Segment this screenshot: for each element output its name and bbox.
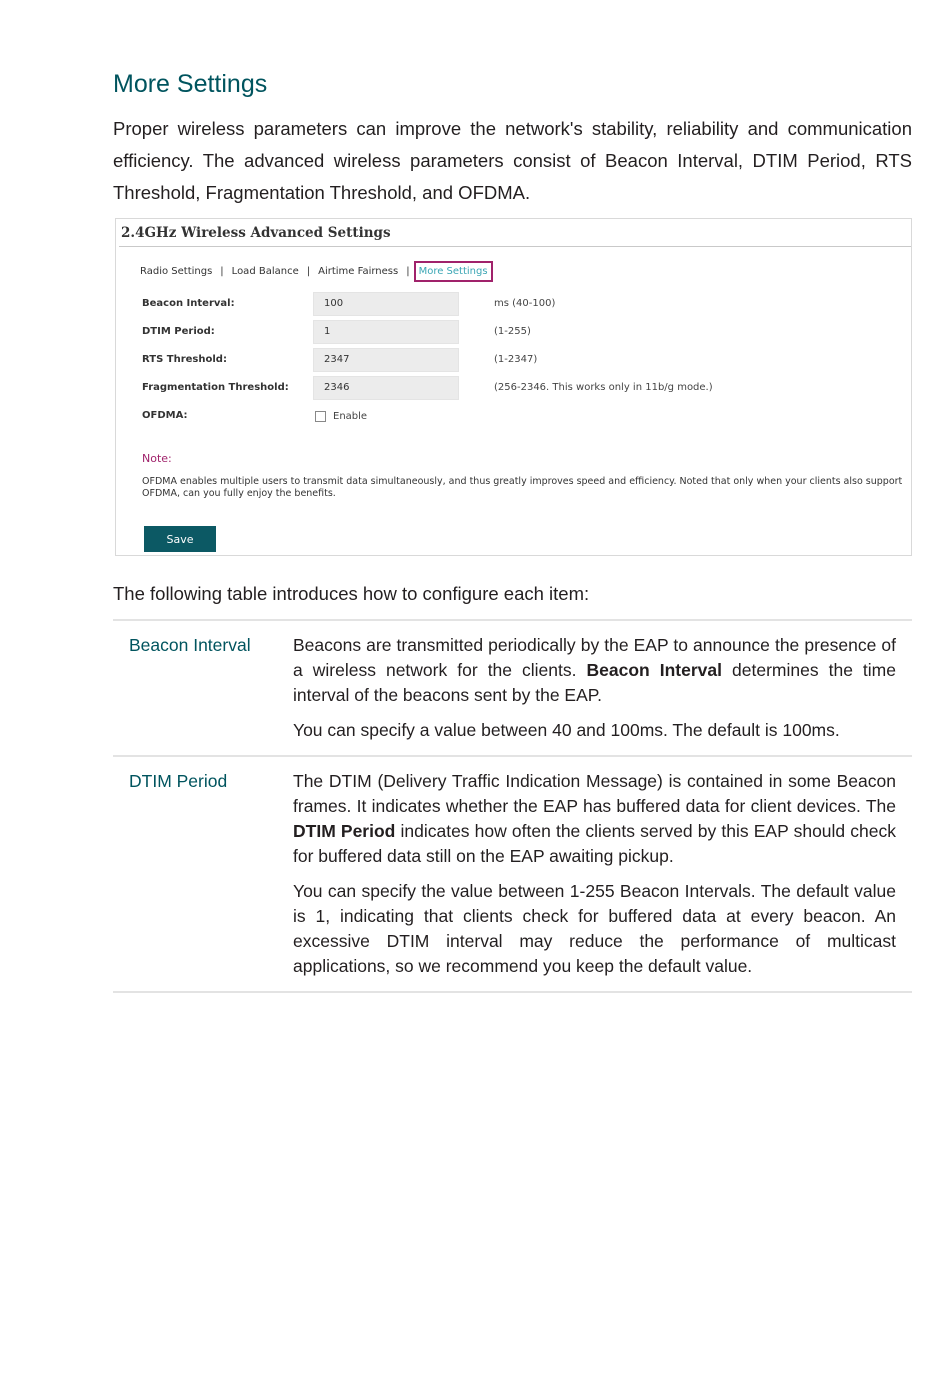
description-paragraph: Beacons are transmitted periodically by the EAP to announce the presence of a wireless network for the clients. Beacon Interval determines the time interval of the beacons sent by the EAP.: [293, 635, 896, 705]
panel-divider: [119, 246, 911, 247]
table-row: [113, 757, 912, 993]
note-line: OFDMA enables multiple users to transmit data simultaneously, and thus greatly improves speed and efficiency. Noted that only when your clients also support: [142, 476, 903, 487]
tab-separator: |: [406, 265, 410, 277]
item-name-beacon-interval: Beacon Interval: [129, 635, 251, 655]
item-name-dtim-period: DTIM Period: [129, 771, 228, 791]
dtim-period-label: DTIM Period:: [142, 326, 215, 337]
tab-more-settings[interactable]: More Settings: [414, 261, 493, 282]
rts-threshold-label: RTS Threshold:: [142, 354, 227, 365]
tab-radio-settings[interactable]: Radio Settings: [140, 265, 213, 277]
fragmentation-threshold-label: Fragmentation Threshold:: [142, 382, 289, 393]
rts-threshold-input[interactable]: 2347: [313, 348, 459, 372]
tab-load-balance[interactable]: Load Balance: [231, 265, 299, 277]
beacon-interval-label: Beacon Interval:: [142, 298, 235, 309]
beacon-interval-input[interactable]: 100: [313, 292, 459, 316]
settings-screenshot: [115, 218, 912, 556]
description-paragraph: The DTIM (Delivery Traffic Indication Message) is contained in some Beacon frames. It indicates whether the EAP has buffered data for client devices. The DTIM Period indicates how often the clients served by this EAP should check for buffered data still on the EAP awaiting pickup.: [293, 771, 897, 866]
tab-airtime-fairness[interactable]: Airtime Fairness: [318, 265, 399, 277]
dtim-period-row: [142, 320, 912, 344]
save-button[interactable]: Save: [144, 526, 216, 552]
config-table: [113, 619, 912, 993]
dtim-period-input[interactable]: 1: [313, 320, 459, 344]
ofdma-enable-checkbox[interactable]: [315, 411, 326, 422]
fragmentation-threshold-hint: (256-2346. This works only in 11b/g mode.): [494, 382, 713, 393]
ofdma-enable-toggle[interactable]: [315, 404, 367, 428]
beacon-interval-hint: ms (40-100): [494, 298, 556, 309]
item-description: [293, 757, 912, 991]
tab-separator: |: [306, 265, 311, 277]
description-paragraph: You can specify the value between 1-255 Beacon Intervals. The default value is 1, indicating that clients check for buffered data at every beacon. An excessive DTIM interval may reduce the performance of multicast applications, so we recommend you keep the default value.: [293, 881, 896, 976]
ofdma-row: [142, 404, 912, 428]
note-line: OFDMA, can you fully enjoy the benefits.: [142, 488, 336, 499]
settings-tabs: [140, 259, 493, 283]
ofdma-label: OFDMA:: [142, 410, 188, 421]
note-text: [142, 476, 912, 500]
section-intro: Proper wireless parameters can improve the network's stability, reliability and communication efficiency. The advanced wireless parameters consist of Beacon Interval, DTIM Period, RTS Threshold, Fragmentation Threshold, and OFDMA.: [113, 118, 912, 203]
panel-title: 2.4GHz Wireless Advanced Settings: [121, 225, 391, 241]
beacon-interval-row: [142, 292, 912, 316]
section-title: More Settings: [113, 70, 268, 98]
fragmentation-threshold-input[interactable]: 2346: [313, 376, 459, 400]
ofdma-enable-label: Enable: [333, 410, 368, 422]
item-description: [293, 621, 912, 755]
rts-threshold-hint: (1-2347): [494, 354, 538, 365]
description-paragraph: You can specify a value between 40 and 100ms. The default is 100ms.: [293, 720, 840, 740]
table-row: [113, 621, 912, 757]
fragmentation-threshold-row: [142, 376, 912, 400]
tab-separator: |: [220, 265, 224, 277]
note-label: Note:: [142, 452, 172, 465]
table-intro: The following table introduces how to configure each item:: [113, 583, 590, 604]
dtim-period-hint: (1-255): [494, 326, 531, 337]
rts-threshold-row: [142, 348, 912, 372]
